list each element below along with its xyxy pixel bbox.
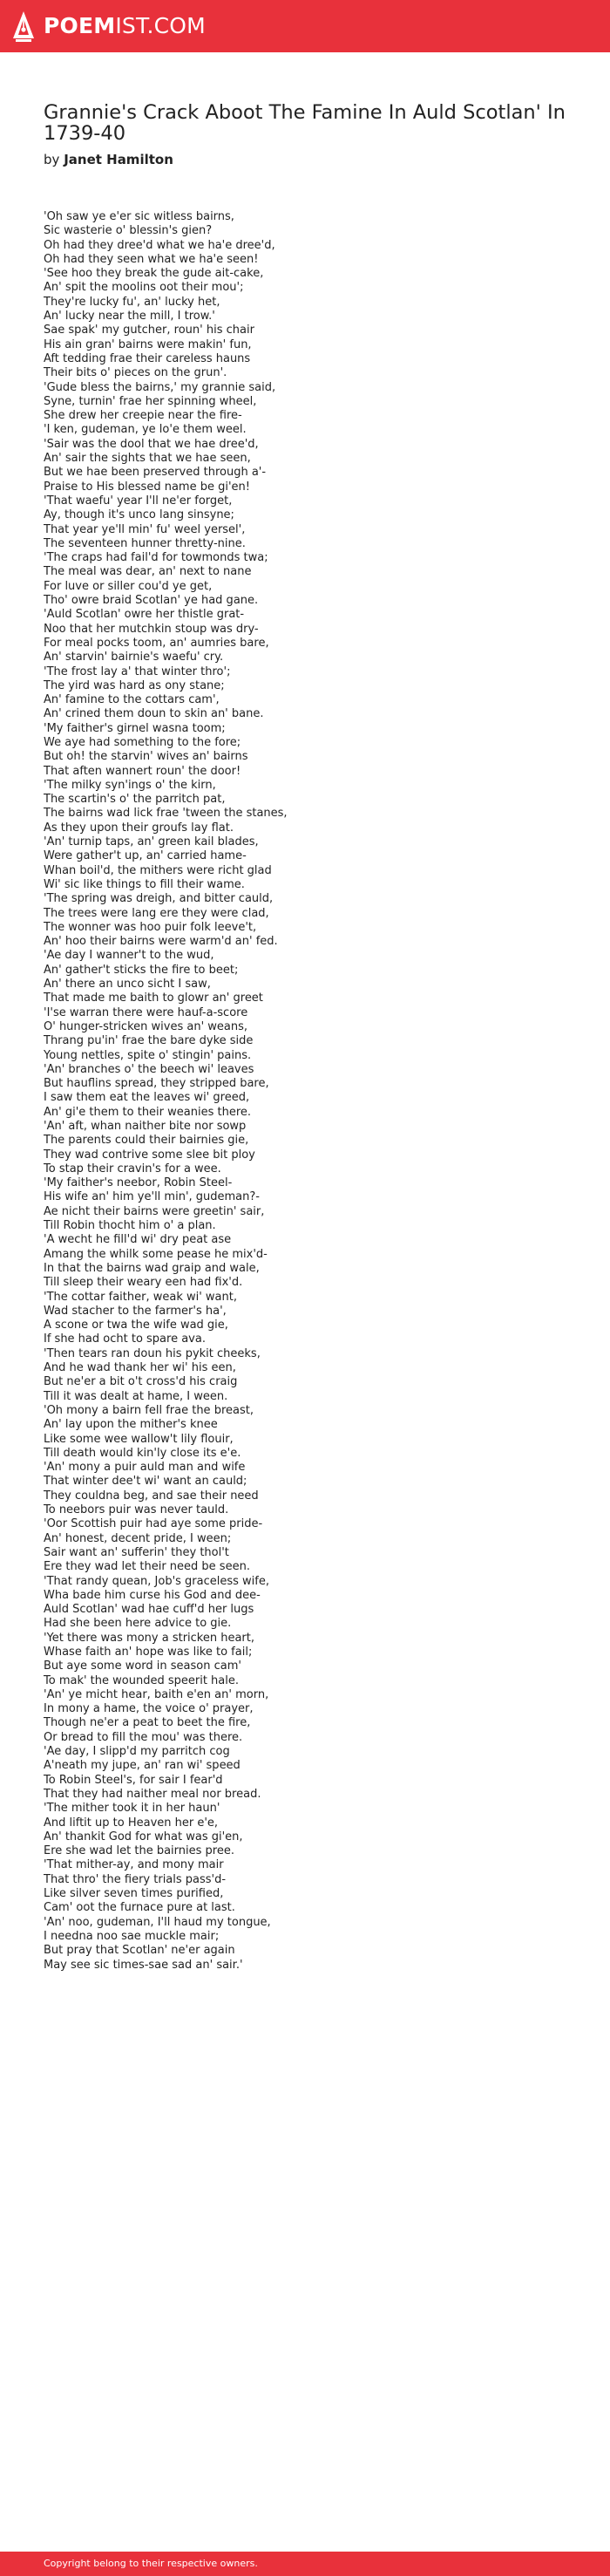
poem-line: 'An' ye micht hear, baith e'en an' morn, bbox=[44, 1687, 269, 1701]
poem-line: An' crined them doun to skin an' bane. bbox=[44, 707, 264, 721]
poem-byline bbox=[44, 151, 173, 168]
poem-line: Aft tedding frae their careless hauns bbox=[44, 351, 251, 365]
poem-line: 'See hoo they break the gude ait-cake, bbox=[44, 267, 264, 281]
poem-line: But aye some word in season cam' bbox=[44, 1659, 241, 1673]
poem-line: Tho' owre braid Scotlan' ye had gane. bbox=[44, 594, 259, 608]
poem-line: 'I'se warran there were hauf-a-score bbox=[44, 1005, 248, 1019]
poem-line: Wi' sic like things to fill their wame. bbox=[44, 877, 245, 891]
poem-line: Ere they wad let their need be seen. bbox=[44, 1560, 250, 1574]
poem-line: Auld Scotlan' wad hae cuff'd her lugs bbox=[44, 1603, 254, 1617]
poem-line: To neebors puir was never tauld. bbox=[44, 1503, 229, 1517]
poem-line: 'Gude bless the bairns,' my grannie said, bbox=[44, 380, 276, 394]
poem-line: The wonner was hoo puir folk leeve't, bbox=[44, 920, 257, 934]
poem-line: Were gather't up, an' carried hame- bbox=[44, 849, 247, 863]
poem-body bbox=[44, 210, 566, 1973]
poem-line: An' famine to the cottars cam', bbox=[44, 693, 220, 707]
poem-line: For meal pocks toom, an' aumries bare, bbox=[44, 636, 269, 650]
poem-line: But pray that Scotlan' ne'er again bbox=[44, 1944, 235, 1958]
poem-line: 'Oor Scottish puir had aye some pride- bbox=[44, 1517, 263, 1531]
poem-line: An' hoo their bairns were warm'd an' fed. bbox=[44, 935, 278, 949]
poem-line: I saw them eat the leaves wi' greed, bbox=[44, 1091, 250, 1105]
poem-line: A scone or twa the wife wad gie, bbox=[44, 1319, 228, 1332]
poem-line: Whase faith an' hope was like to fail; bbox=[44, 1645, 253, 1659]
poem-line: Thrang pu'in' frae the bare dyke side bbox=[44, 1034, 254, 1048]
site-logo-link[interactable] bbox=[12, 10, 206, 42]
poem-title: Grannie's Crack Aboot The Famine In Auld Scotlan' In 1739-40 bbox=[44, 101, 566, 145]
poem-line: I needna noo sae muckle mair; bbox=[44, 1929, 220, 1943]
poem-line: The yird was hard as ony stane; bbox=[44, 678, 225, 692]
logo-bold-text: POEM bbox=[44, 13, 116, 38]
poem-line: And liftit up to Heaven her e'e, bbox=[44, 1816, 219, 1830]
poem-line: Like some wee wallow't lily flouir, bbox=[44, 1432, 234, 1446]
poem-line: 'My faither's neebor, Robin Steel- bbox=[44, 1176, 233, 1190]
poem-line: O' hunger-stricken wives an' weans, bbox=[44, 1019, 248, 1033]
poem-line: Praise to His blessed name be gi'en! bbox=[44, 480, 250, 494]
poem-line: In mony a hame, the voice o' prayer, bbox=[44, 1702, 254, 1716]
poem-line: The trees were lang ere they were clad, bbox=[44, 906, 269, 920]
poem-line: His wife an' him ye'll min', gudeman?- bbox=[44, 1190, 260, 1204]
poem-line: She drew her creepie near the fire- bbox=[44, 409, 242, 423]
poem-line: Cam' oot the furnace pure at last. bbox=[44, 1901, 235, 1915]
poem-line: To mak' the wounded speerit hale. bbox=[44, 1673, 240, 1687]
poem-line: And he wad thank her wi' his een, bbox=[44, 1361, 236, 1375]
poem-line: That winter dee't wi' want an cauld; bbox=[44, 1475, 247, 1489]
poem-line: Wha bade him curse his God and dee- bbox=[44, 1588, 261, 1602]
poem-line: 'Oh mony a bairn fell frae the breast, bbox=[44, 1403, 254, 1417]
poem-line: 'A wecht he fill'd wi' dry peat ase bbox=[44, 1233, 232, 1247]
poem-line: For luve or siller cou'd ye get, bbox=[44, 579, 213, 593]
poem-line: His ain gran' bairns were makin' fun, bbox=[44, 337, 252, 351]
poem-line: They couldna beg, and sae their need bbox=[44, 1489, 259, 1503]
poem-line: Syne, turnin' frae her spinning wheel, bbox=[44, 394, 257, 408]
poem-line: An' sair the sights that we hae seen, bbox=[44, 452, 251, 466]
site-header bbox=[0, 0, 610, 52]
poem-line: A'neath my jupe, an' ran wi' speed bbox=[44, 1759, 241, 1773]
poem-line: But we hae been preserved through a'- bbox=[44, 466, 267, 480]
poem-line: The parents could their bairnies gie, bbox=[44, 1134, 249, 1148]
poem-line: Their bits o' pieces on the grun'. bbox=[44, 366, 227, 380]
poem-line: 'An' branches o' the beech wi' leaves bbox=[44, 1062, 254, 1076]
poem-line: That they had naither meal nor bread. bbox=[44, 1787, 261, 1801]
poem-line: The meal was dear, an' next to nane bbox=[44, 565, 252, 579]
poem-line: Sair want an' sufferin' they thol't bbox=[44, 1545, 229, 1559]
poem-line: An' spit the moolins oot their mou'; bbox=[44, 281, 244, 295]
poem-line: 'An' aft, whan naither bite nor sowp bbox=[44, 1120, 247, 1133]
poem-line: 'Oh saw ye e'er sic witless bairns, bbox=[44, 210, 234, 223]
poem-line: 'That randy quean, Job's graceless wife, bbox=[44, 1574, 270, 1588]
poem-line: An' starvin' bairnie's waefu' cry. bbox=[44, 651, 224, 664]
poem-line: 'An' noo, gudeman, I'll haud my tongue, bbox=[44, 1915, 271, 1929]
poem-line: We aye had something to the fore; bbox=[44, 735, 241, 749]
poem-line: 'Ae day, I slipp'd my parritch cog bbox=[44, 1745, 230, 1759]
poem-line: Till death would kin'ly close its e'e. bbox=[44, 1446, 241, 1460]
poem-line: That thro' the fiery trials pass'd- bbox=[44, 1872, 227, 1886]
poem-line: Whan boil'd, the mithers were richt glad bbox=[44, 863, 272, 877]
poem-line: 'The cottar faither, weak wi' want, bbox=[44, 1290, 237, 1304]
poem-line: 'Auld Scotlan' owre her thistle grat- bbox=[44, 608, 245, 622]
poem-line: That aften wannert roun' the door! bbox=[44, 764, 241, 778]
poem-line: But oh! the starvin' wives an' bairns bbox=[44, 750, 248, 764]
poem-line: Though ne'er a peat to beet the fire, bbox=[44, 1716, 251, 1730]
poem-line: Ae nicht their bairns were greetin' sair, bbox=[44, 1204, 265, 1218]
poem-line: 'An' mony a puir auld man and wife bbox=[44, 1461, 246, 1475]
poem-line: That year ye'll min' fu' weel yersel', bbox=[44, 522, 246, 536]
poem-line: But hauflins spread, they stripped bare, bbox=[44, 1077, 269, 1091]
poem-line: 'An' turnip taps, an' green kail blades, bbox=[44, 835, 259, 849]
poem-line: To Robin Steel's, for sair I fear'd bbox=[44, 1773, 223, 1787]
poem-line: An' lay upon the mither's knee bbox=[44, 1418, 218, 1432]
poem-line: 'My faither's girnel wasna toom; bbox=[44, 721, 226, 735]
poem-line: Amang the whilk some pease he mix'd- bbox=[44, 1247, 268, 1261]
by-label: by bbox=[44, 152, 60, 167]
poem-line: To stap their cravin's for a wee. bbox=[44, 1162, 221, 1176]
poem-line: The scartin's o' the parritch pat, bbox=[44, 793, 226, 807]
site-footer bbox=[0, 2552, 610, 2576]
poem-line: Ere she wad let the bairnies pree. bbox=[44, 1844, 234, 1858]
poem-line: Young nettles, spite o' stingin' pains. bbox=[44, 1048, 252, 1062]
poem-line: Like silver seven times purified, bbox=[44, 1887, 224, 1901]
poem-line: An' thankit God for what was gi'en, bbox=[44, 1830, 243, 1843]
poem-line: 'That waefu' year I'll ne'er forget, bbox=[44, 494, 233, 508]
pen-nib-icon bbox=[12, 10, 35, 42]
poem-line: 'The frost lay a' that winter thro'; bbox=[44, 664, 231, 678]
poem-line: 'Then tears ran doun his pykit cheeks, bbox=[44, 1346, 261, 1360]
poem-line: 'That mither-ay, and mony mair bbox=[44, 1858, 224, 1872]
logo-light-text: IST.COM bbox=[115, 13, 206, 38]
poem-line: An' there an unco sicht I saw, bbox=[44, 978, 211, 992]
poem-line: 'Yet there was mony a stricken heart, bbox=[44, 1631, 255, 1645]
poem-line: 'Sair was the dool that we hae dree'd, bbox=[44, 437, 259, 451]
poem-line: If she had ocht to spare ava. bbox=[44, 1332, 206, 1346]
poem-line: An' honest, decent pride, I ween; bbox=[44, 1531, 232, 1545]
poem-line: Noo that her mutchkin stoup was dry- bbox=[44, 622, 259, 636]
poem-line: 'The mither took it in her haun' bbox=[44, 1802, 220, 1816]
poem-line: May see sic times-sae sad an' sair.' bbox=[44, 1958, 243, 1972]
poem-line: 'The milky syn'ings o' the kirn, bbox=[44, 778, 216, 792]
poem-line: Oh had they seen what we ha'e seen! bbox=[44, 252, 259, 266]
poem-line: The bairns wad lick frae 'tween the stanes, bbox=[44, 807, 288, 821]
poem-line: As they upon their groufs lay flat. bbox=[44, 821, 234, 835]
site-logo-text bbox=[44, 10, 206, 42]
poem-line: That made me baith to glowr an' greet bbox=[44, 992, 263, 1005]
poem-line: 'I ken, gudeman, ye lo'e them weel. bbox=[44, 423, 247, 437]
poem-line: They're lucky fu', an' lucky het, bbox=[44, 295, 220, 309]
poem-line: Sic wasterie o' blessin's gien? bbox=[44, 224, 213, 238]
poem-line: In that the bairns wad graip and wale, bbox=[44, 1261, 260, 1275]
poem-line: An' gather't sticks the fire to beet; bbox=[44, 963, 239, 977]
poem-line: The seventeen hunner thretty-nine. bbox=[44, 536, 246, 550]
poem-line: 'Ae day I wanner't to the wud, bbox=[44, 949, 214, 963]
poem-line: Till Robin thocht him o' a plan. bbox=[44, 1219, 216, 1233]
poem-line: But ne'er a bit o't cross'd his craig bbox=[44, 1375, 238, 1389]
poem-line: Ay, though it's unco lang sinsyne; bbox=[44, 508, 234, 522]
author-link[interactable]: Janet Hamilton bbox=[64, 152, 173, 167]
poem-line: An' lucky near the mill, I trow.' bbox=[44, 310, 215, 324]
poem-line: Oh had they dree'd what we ha'e dree'd, bbox=[44, 238, 275, 252]
poem-line: An' gi'e them to their weanies there. bbox=[44, 1105, 252, 1119]
poem-line: They wad contrive some slee bit ploy bbox=[44, 1148, 255, 1162]
poem-line: Wad stacher to the farmer's ha', bbox=[44, 1304, 227, 1318]
poem-line: Or bread to fill the mou' was there. bbox=[44, 1730, 243, 1744]
poem-line: Till it was dealt at hame, I ween. bbox=[44, 1389, 228, 1403]
poem-line: Had she been here advice to gie. bbox=[44, 1617, 232, 1631]
poem-line: Till sleep their weary een had fix'd. bbox=[44, 1276, 243, 1290]
poem-line: 'The craps had fail'd for towmonds twa; bbox=[44, 551, 268, 565]
poem-line: 'The spring was dreigh, and bitter cauld, bbox=[44, 892, 274, 906]
copyright-text: Copyright belong to their respective owners. bbox=[44, 2558, 258, 2569]
poem-line: Sae spak' my gutcher, roun' his chair bbox=[44, 324, 254, 337]
